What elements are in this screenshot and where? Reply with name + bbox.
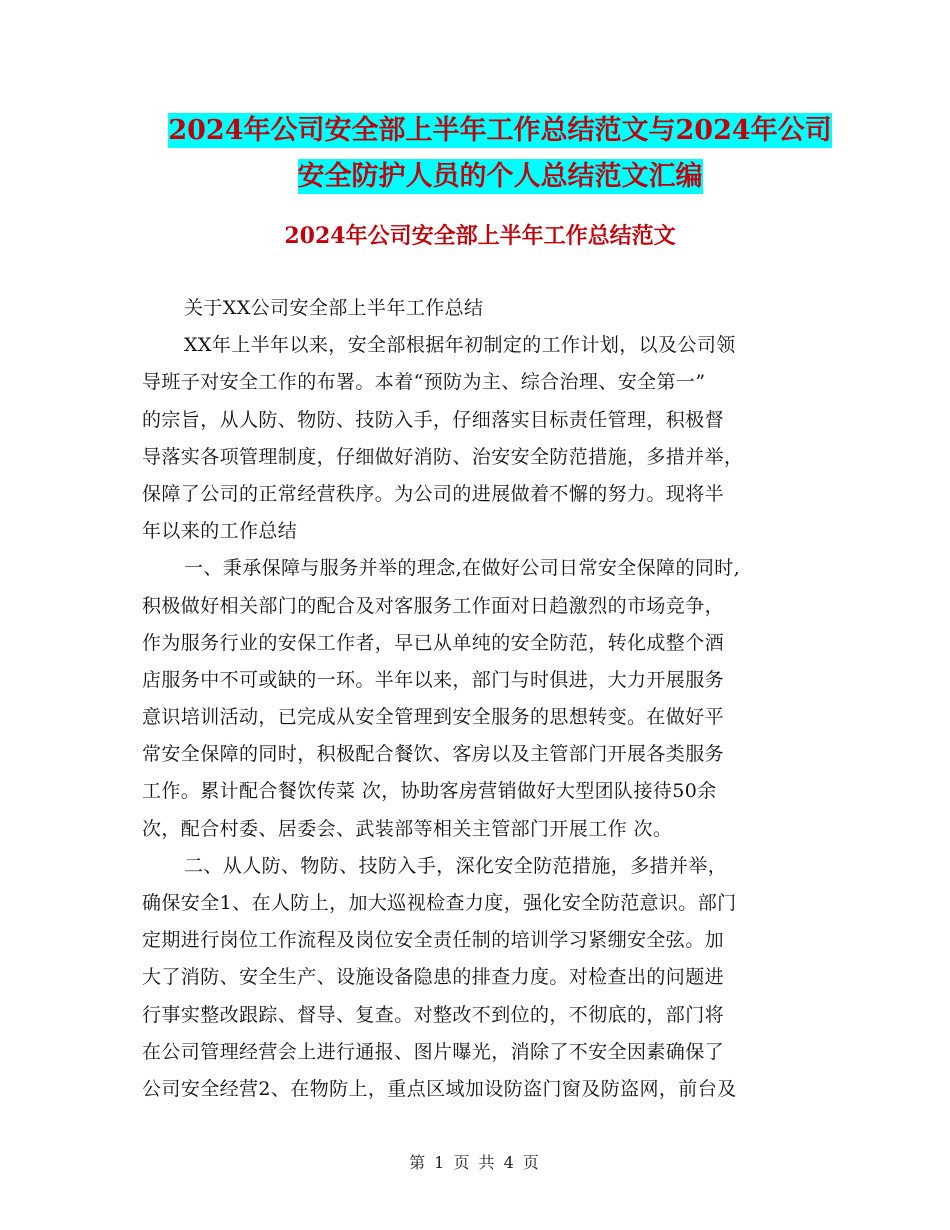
paragraph-line: 行事实整改跟踪、督导、复查。对整改不到位的，不彻底的，部门将 [142, 1003, 725, 1026]
page-footer: 第 1 页 共 4 页 [409, 1153, 541, 1172]
paragraph-line: 导班子对安全工作的布署。本着“预防为主、综合治理、安全第一” [142, 371, 706, 394]
paragraph-line: 作为服务行业的安保工作者，早已从单纯的安全防范，转化成整个酒 [142, 631, 725, 654]
paragraph-line: 大了消防、安全生产、设施设备隐患的排查力度。对检查出的问题进 [142, 966, 725, 989]
paragraph-line: 关于XX公司安全部上半年工作总结 [184, 297, 484, 319]
paragraph-line: 意识培训活动，已完成从安全管理到安全服务的思想转变。在做好平 [142, 706, 725, 729]
document-title [140, 108, 860, 200]
document-title-line-2: 安全防护人员的个人总结范文汇编 [297, 161, 703, 192]
document-title-line-1: 2024年公司安全部上半年工作总结范文与2024年公司 [168, 115, 832, 146]
paragraph-line: 次，配合村委、居委会、武装部等相关主管部门开展工作 次。 [142, 817, 673, 840]
paragraph-line: 在公司管理经营会上进行通报、图片曝光，消除了不安全因素确保了 [142, 1040, 725, 1063]
paragraph-line: 的宗旨，从人防、物防、技防入手，仔细落实目标责任管理，积极督 [142, 408, 725, 431]
paragraph-line: 积极做好相关部门的配合及对客服务工作面对日趋激烈的市场竞争， [142, 594, 725, 617]
paragraph-line: 店服务中不可或缺的一环。半年以来，部门与时俱进，大力开展服务 [142, 668, 725, 691]
paragraph-line: 保障了公司的正常经营秩序。为公司的进展做着不懈的努力。现将半 [142, 482, 725, 505]
paragraph-line: 二、从人防、物防、技防入手，深化安全防范措施，多措并举， [184, 854, 728, 877]
document-body [142, 290, 822, 1108]
paragraph-line: 年以来的工作总结 [142, 520, 298, 543]
paragraph-line: 导落实各项管理制度，仔细做好消防、治安安全防范措施，多措并举， [142, 445, 744, 468]
section-title: 2024年公司安全部上半年工作总结范文 [284, 223, 676, 249]
paragraph-line: 定期进行岗位工作流程及岗位安全责任制的培训学习紧绷安全弦。加 [142, 929, 725, 952]
paragraph-line: XX年上半年以来，安全部根据年初制定的工作计划，以及公司领 [184, 334, 736, 357]
paragraph-line: 公司安全经营2、在物防上，重点区域加设防盗门窗及防盗网，前台及 [142, 1077, 737, 1100]
paragraph-line: 一、秉承保障与服务并举的理念,在做好公司日常安全保障的同时, [184, 557, 741, 580]
paragraph-line: 常安全保障的同时，积极配合餐饮、客房以及主管部门开展各类服务 [142, 743, 725, 766]
paragraph-line: 工作。累计配合餐饮传菜 次，协助客房营销做好大型团队接待50余 [142, 780, 717, 803]
paragraph-line: 确保安全1、在人防上，加大巡视检查力度，强化安全防范意识。部门 [142, 892, 737, 914]
